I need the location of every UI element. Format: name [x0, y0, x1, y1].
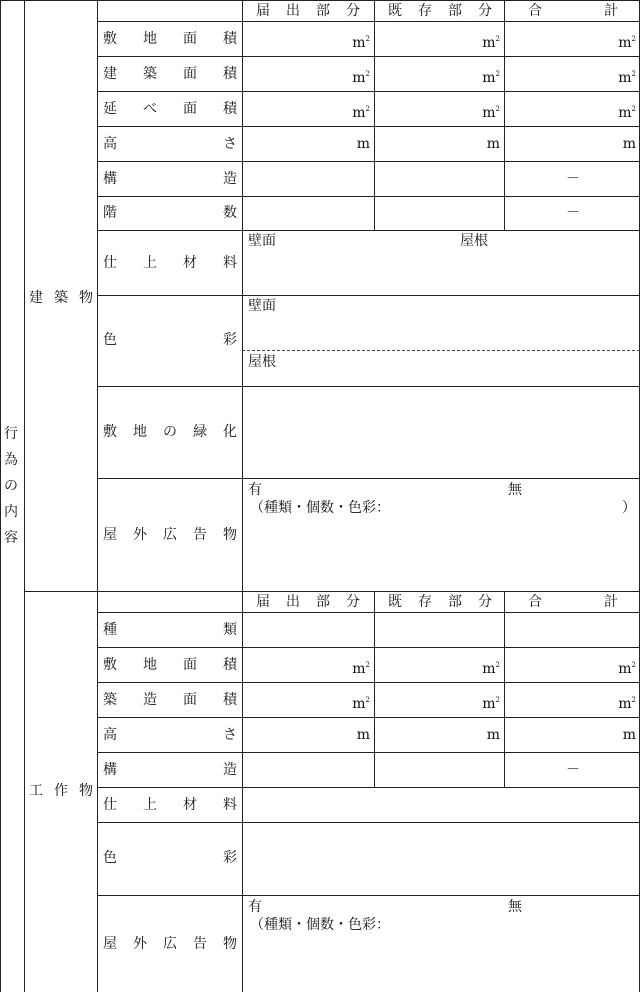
- unit-height: m: [486, 136, 500, 152]
- row-line: [97, 895, 640, 896]
- building-group-label: 建 築 物: [29, 290, 93, 306]
- row-label-height: 高 さ: [103, 136, 237, 152]
- unit-area: $m^2$: [352, 105, 370, 121]
- signage-no: 無: [508, 482, 522, 498]
- unit-area: $m^2$: [482, 35, 500, 51]
- color-wall-label: 壁面: [248, 298, 276, 314]
- row-label-height: 高 さ: [103, 727, 237, 743]
- row-line: [97, 612, 640, 613]
- unit-area: $m^2$: [618, 105, 636, 121]
- unit-height: m: [622, 727, 636, 743]
- row-label-type: 種 類: [103, 622, 237, 638]
- row-label-building-area: 建 築 面 積: [103, 66, 237, 82]
- header-submitted: 届 出 部 分: [256, 594, 360, 610]
- col-divider: [374, 591, 375, 787]
- finish-roof-label: 屋根: [460, 233, 488, 249]
- unit-area: $m^2$: [618, 70, 636, 86]
- group-separator: [24, 591, 640, 592]
- unit-height: m: [356, 727, 370, 743]
- unit-area: $m^2$: [352, 696, 370, 712]
- signage-detail: （種類・個数・色彩：: [250, 500, 390, 516]
- header-existing: 既 存 部 分: [388, 3, 492, 19]
- row-label-site-area: 敷 地 面 積: [103, 31, 237, 47]
- row-line: [97, 682, 640, 683]
- finish-wall-label: 壁面: [248, 233, 276, 249]
- signage-yes: 有: [248, 482, 262, 498]
- row-line: [97, 647, 640, 648]
- signage-no: 無: [508, 899, 522, 915]
- group-divider: [97, 0, 98, 992]
- top-border: [0, 0, 640, 1]
- outer-section-label: 行 為 の 内 容: [4, 426, 18, 546]
- unit-height: m: [486, 727, 500, 743]
- unit-area: $m^2$: [352, 661, 370, 677]
- row-line: [97, 386, 640, 387]
- row-label-built-area: 築 造 面 積: [103, 692, 237, 708]
- unit-area: $m^2$: [482, 661, 500, 677]
- row-label-floor-area: 延 べ 面 積: [103, 101, 237, 117]
- color-dashed-divider: [242, 350, 640, 351]
- unit-height: m: [622, 136, 636, 152]
- header-submitted: 届 出 部 分: [256, 3, 360, 19]
- outer-left-border: [0, 0, 1, 992]
- unit-area: $m^2$: [618, 661, 636, 677]
- row-label-floors: 階 数: [103, 205, 237, 221]
- row-line: [97, 91, 640, 92]
- color-roof-label: 屋根: [248, 354, 276, 370]
- row-line: [97, 787, 640, 788]
- unit-height: m: [356, 136, 370, 152]
- col-divider: [504, 591, 505, 787]
- unit-area: $m^2$: [482, 105, 500, 121]
- header-total: 合 計: [528, 3, 618, 19]
- row-line: [97, 161, 640, 162]
- row-label-greening: 敷 地 の 緑 化: [103, 424, 237, 440]
- structure-group-label: 工 作 物: [29, 783, 93, 799]
- unit-area: $m^2$: [352, 35, 370, 51]
- row-label-signage: 屋 外 広 告 物: [103, 936, 237, 952]
- row-label-signage: 屋 外 広 告 物: [103, 527, 237, 543]
- total-not-applicable: －: [566, 171, 580, 187]
- signage-yes: 有: [248, 899, 262, 915]
- row-line: [97, 56, 640, 57]
- row-line: [97, 752, 640, 753]
- row-label-finish: 仕 上 材 料: [103, 255, 237, 271]
- header-existing: 既 存 部 分: [388, 594, 492, 610]
- total-not-applicable: －: [566, 762, 580, 778]
- row-line: [97, 478, 640, 479]
- row-line: [97, 196, 640, 197]
- signage-detail: （種類・個数・色彩：: [250, 917, 390, 933]
- row-line: [97, 21, 640, 22]
- row-line: [97, 126, 640, 127]
- header-total: 合 計: [528, 594, 618, 610]
- row-label-structure: 構 造: [103, 762, 237, 778]
- row-line: [97, 717, 640, 718]
- row-label-structure: 構 造: [103, 171, 237, 187]
- unit-area: $m^2$: [482, 696, 500, 712]
- signage-detail-close: ）: [622, 500, 636, 516]
- unit-area: $m^2$: [618, 696, 636, 712]
- unit-area: $m^2$: [352, 70, 370, 86]
- row-label-site-area: 敷 地 面 積: [103, 657, 237, 673]
- row-line: [97, 822, 640, 823]
- total-not-applicable: －: [566, 205, 580, 221]
- unit-area: $m^2$: [482, 70, 500, 86]
- row-line: [97, 295, 640, 296]
- label-divider: [242, 0, 243, 992]
- row-label-color: 色 彩: [103, 332, 237, 348]
- unit-area: $m^2$: [618, 35, 636, 51]
- row-label-finish: 仕 上 材 料: [103, 797, 237, 813]
- row-label-color: 色 彩: [103, 850, 237, 866]
- section-divider: [24, 0, 25, 992]
- row-line: [97, 230, 640, 231]
